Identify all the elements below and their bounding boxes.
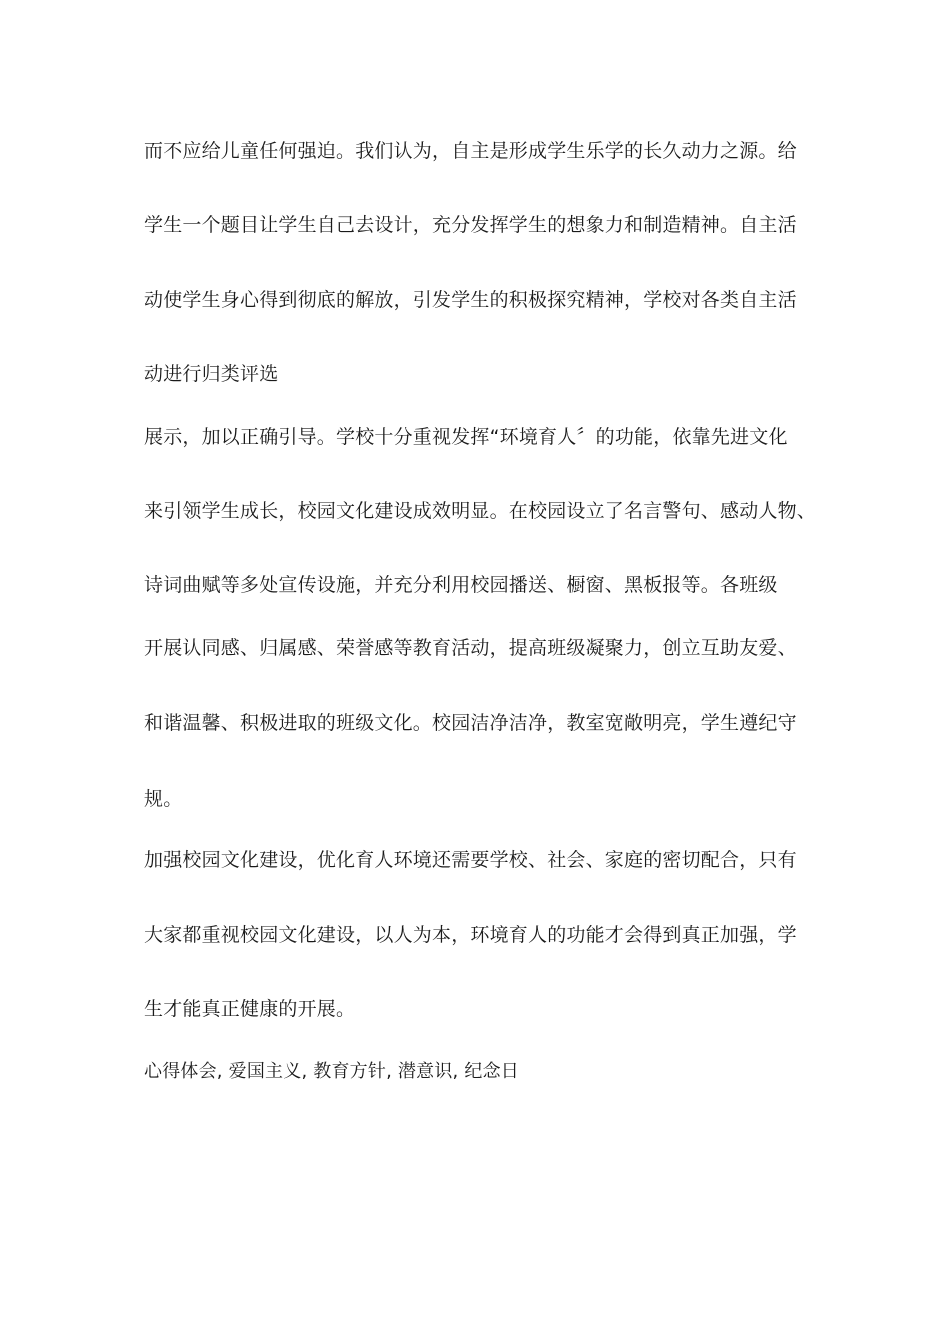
- text-line: 开展认同感、归属感、荣誉感等教育活动，提高班级凝聚力，创立互助友爱、: [144, 637, 797, 659]
- text-line: 加强校园文化建设，优化育人环境还需要学校、社会、家庭的密切配合，只有: [144, 849, 797, 871]
- text-line: 和谐温馨、积极进取的班级文化。校园洁净洁净，教室宽敞明亮，学生遵纪守: [144, 712, 797, 734]
- text-line: 诗词曲赋等多处宣传设施，并充分利用校园播送、橱窗、黑板报等。各班级: [144, 574, 778, 596]
- text-line: 生才能真正健康的开展。: [144, 998, 356, 1020]
- text-line: 动进行归类评选: [144, 363, 279, 385]
- text-line: 规。: [144, 788, 183, 810]
- text-line: 动使学生身心得到彻底的解放，引发学生的积极探究精神，学校对各类自主活: [144, 289, 797, 311]
- text-line: 展示，加以正确引导。学校十分重视发挥“环境育人〞的功能，依靠先进文化: [144, 426, 788, 448]
- text-line: 大家都重视校园文化建设，以人为本，环境育人的功能才会得到真正加强，学: [144, 924, 797, 946]
- text-line: 而不应给儿童任何强迫。我们认为，自主是形成学生乐学的长久动力之源。给: [144, 140, 797, 162]
- keywords-line: 心得体会, 爱国主义, 教育方针, 潜意识, 纪念日: [144, 1061, 519, 1082]
- text-line: 学生一个题目让学生自己去设计，充分发挥学生的想象力和制造精神。自主活: [144, 214, 797, 236]
- text-line: 来引领学生成长，校园文化建设成效明显。在校园设立了名言警句、感动人物、: [144, 500, 817, 522]
